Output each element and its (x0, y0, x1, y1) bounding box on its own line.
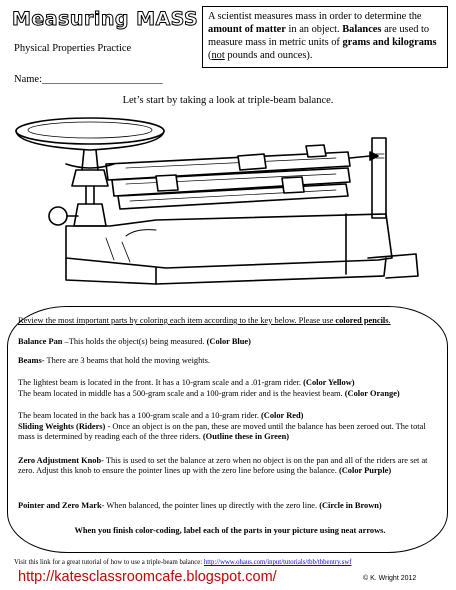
term-pointer: Pointer and Zero Mark (18, 501, 102, 510)
instructions-text: Review the most important parts by coloring each item according to the key below. Please use (18, 316, 336, 325)
key-beams (18, 356, 443, 366)
instructions-bold: colored pencils (335, 316, 389, 325)
tutorial-link[interactable]: http://www.ohaus.com/input/tutorials/tbb/tbbentry.swf (203, 559, 352, 566)
intro-box (202, 6, 448, 68)
pointer-and-zero-mark (350, 138, 386, 218)
lead-sentence: Let’s start by taking a look at triple-beam balance. (122, 95, 334, 106)
copyright-notice: © K. Wright 2012 (363, 575, 417, 582)
desc-beams: - There are 3 beams that hold the moving weights. (41, 356, 210, 365)
key-pointer (18, 501, 443, 511)
desc-riders: - Once an object is on the pan, these are moved until the balance has been zeroed out. The total mass is determined by reading each of the three riders. (18, 422, 426, 442)
intro-text: in an object. (285, 24, 343, 35)
key-middle-beam (18, 389, 443, 399)
intro-bold-units: grams and kilograms (342, 37, 437, 48)
color-back-beam: (Color Red) (261, 411, 304, 420)
intro-text: A scientist measures mass in order to determine the (208, 11, 422, 22)
intro-text: pounds and ounces). (224, 50, 313, 61)
key-zero-knob (18, 456, 443, 477)
color-pointer: (Circle in Brown) (319, 501, 382, 510)
key-riders (18, 422, 443, 443)
balance-pan (16, 118, 164, 150)
intro-text: are used to measure mass in metric units of (208, 24, 430, 48)
color-balance-pan: (Color Blue) (206, 337, 251, 346)
intro-text: ( (208, 50, 212, 61)
key-balance-pan (18, 337, 443, 347)
page-title: Measuring MASS (12, 8, 199, 30)
color-zero-knob: (Color Purple) (338, 466, 392, 476)
desc-front-beam: The lightest beam is located in the front. It has a 10-gram scale and a .01-gram rider. (18, 378, 304, 387)
zero-adjustment-knob (49, 207, 78, 225)
desc-balance-pan: –This holds the object(s) being measured. (62, 337, 207, 346)
intro-underline-not: not (211, 50, 225, 61)
key-front-beam (18, 378, 443, 388)
color-riders: (Outline these in Green) (202, 432, 290, 442)
term-beams: Beams (18, 356, 42, 365)
instructions-end: . (388, 316, 391, 325)
term-balance-pan: Balance Pan (18, 337, 63, 346)
term-zero-knob: Zero Adjustment Knob (18, 456, 102, 465)
color-front-beam: (Color Yellow) (303, 378, 355, 387)
intro-bold-balances: Balances (342, 24, 382, 35)
desc-back-beam: The beam located in the back has a 100-gram scale and a 10-gram rider. (18, 411, 262, 420)
key-closing: When you finish color-coding, label each of the parts in your picture using neat arrows. (74, 526, 386, 535)
triple-beam-balance-illustration (6, 108, 446, 303)
beams (106, 152, 350, 209)
key-instructions (18, 316, 443, 326)
desc-zero-knob: - This is used to set the balance at zero when no object is on the pan and all of the riders are set at zero. Adjust this knob to ensure the pointer lines up with the zero line before using the balance. (18, 456, 428, 476)
color-middle-beam: (Color Orange) (344, 389, 400, 398)
intro-bold-amount: amount of matter (208, 24, 286, 35)
tutorial-note (14, 559, 352, 566)
name-field-label: Name:_______________________ (14, 74, 163, 85)
key-back-beam (18, 411, 443, 421)
page-subtitle: Physical Properties Practice (14, 43, 132, 54)
tutorial-text: Visit this link for a great tutorial of how to use a triple-beam balance: (14, 559, 204, 566)
term-riders: Sliding Weights (Riders) (18, 422, 106, 431)
desc-middle-beam: The beam located in middle has a 500-gram scale and a 100-gram rider and is the heaviest beam. (18, 389, 345, 398)
desc-pointer: - When balanced, the pointer lines up directly with the zero line. (101, 501, 320, 510)
footer-blog-url[interactable]: http://katesclassroomcafe.blogspot.com/ (18, 569, 277, 585)
